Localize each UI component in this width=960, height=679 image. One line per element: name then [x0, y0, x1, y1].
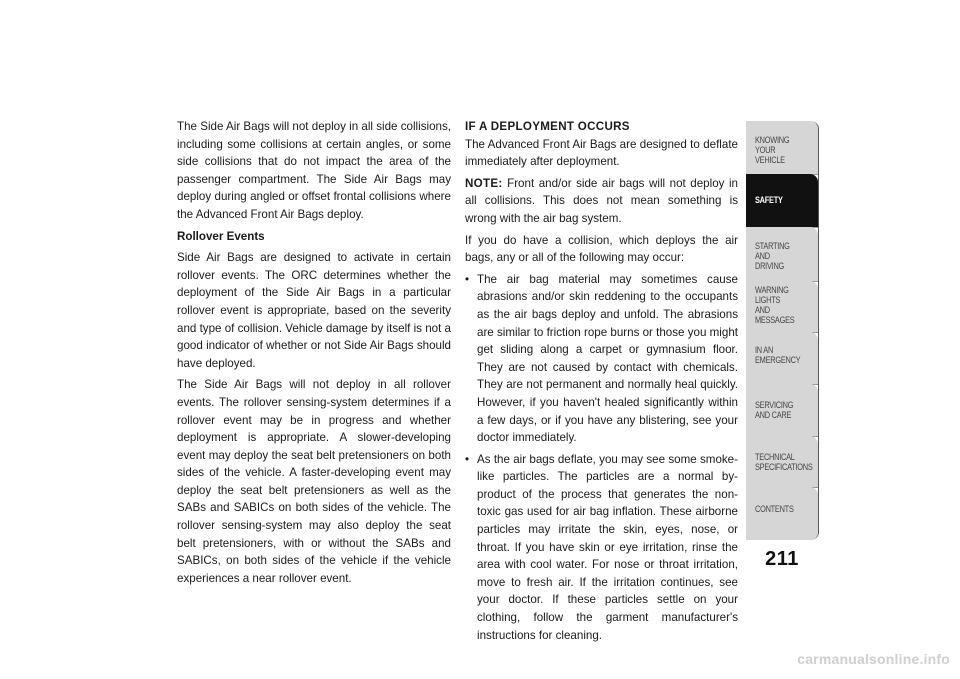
rollover-events-subheading: Rollover Events	[177, 229, 265, 243]
deployment-heading: IF A DEPLOYMENT OCCURS	[465, 120, 630, 133]
tab-contents[interactable]: CONTENTS	[746, 487, 818, 540]
left-column	[177, 118, 451, 591]
rollover-activation-paragraph: Side Air Bags are designed to activate in certain rollover events. The ORC determines whether the deployment of the Side Air Bags in a particular rollover event is appropriate, based on the severity and type of collision. Vehicle damage by itself is not a good indicator of whether or not Side Air Bags should have deployed.	[177, 251, 451, 370]
tab-in-an-emergency[interactable]: IN AN EMERGENCY	[746, 332, 818, 385]
note-text: Front and/or side air bags will not deploy in all collisions. This does not mean something is wrong with the air bag system.	[465, 176, 738, 225]
page-number: 211	[765, 548, 799, 570]
collision-effects-paragraph: If you do have a collision, which deploys the air bags, any or all of the following may occur:	[465, 233, 738, 265]
side-airbag-collision-paragraph: The Side Air Bags will not deploy in all side collisions, including some collisions at certain angles, or some side collisions that do not impact the area of the passenger compartment. The Side Air Bags may deploy during angled or offset frontal collisions where the Advanced Front Air Bags deploy.	[177, 120, 451, 221]
tab-warning-lights-and-messages[interactable]: WARNING LIGHTS AND MESSAGES	[746, 281, 818, 333]
list-item-text: The air bag material may sometimes cause abrasions and/or skin reddening to the occupants as the air bags deploy and unfold. The abrasions are similar to friction rope burns or those you might get sliding along a carpet or gymnasium floor. They are not caused by contact with chemicals. They are not permanent and normally heal quickly. However, if you haven't healed significantly within a few days, or if you have any blistering, see your doctor immediately.	[477, 272, 738, 445]
tab-safety[interactable]: SAFETY	[746, 174, 818, 228]
list-item	[465, 451, 738, 645]
rollover-deploy-paragraph: The Side Air Bags will not deploy in all rollover events. The rollover sensing-system determines if a rollover event may be in progress and whether deployment is appropriate. A slower-developing event may deploy the seat belt pretensioners on both sides of the vehicle. A faster-developing event may deploy the seat belt pretensioners as well as the SABs and SABICs on both sides of the vehicle. The rollover sensing-system may also deploy the seat belt pretensioners, with or without the SABs and SABICs, on both sides of the vehicle if the vehicle experiences a near rollover event.	[177, 378, 451, 585]
right-column	[465, 118, 738, 648]
list-item-text: As the air bags deflate, you may see some smoke-like particles. The particles are a normal by-product of the process that generates the non-toxic gas used for air bag inflation. These airborne particles may irritate the skin, eyes, nose, or throat. If you have skin or eye irritation, rinse the area with cool water. For nose or throat irritation, move to fresh air. If the irritation continues, see your doctor. If these particles settle on your clothing, follow the garment manufacturer's instructions for cleaning.	[477, 452, 738, 642]
note-paragraph	[465, 175, 738, 228]
effects-list	[465, 271, 738, 644]
section-tab-strip	[746, 121, 819, 540]
tab-starting-and-driving[interactable]: STARTING AND DRIVING	[746, 227, 818, 282]
tab-servicing-and-care[interactable]: SERVICING AND CARE	[746, 384, 818, 437]
deflate-paragraph: The Advanced Front Air Bags are designed to deflate immediately after deployment.	[465, 137, 738, 169]
bullet-icon: •	[465, 452, 470, 466]
note-label: NOTE:	[465, 176, 503, 190]
tab-knowing-your-vehicle[interactable]: KNOWING YOUR VEHICLE	[746, 121, 818, 175]
watermark: carmanualsonline.info	[797, 651, 950, 667]
list-item	[465, 271, 738, 447]
bullet-icon: •	[465, 272, 470, 286]
tab-technical-specifications[interactable]: TECHNICAL SPECIFICATIONS	[746, 436, 818, 488]
